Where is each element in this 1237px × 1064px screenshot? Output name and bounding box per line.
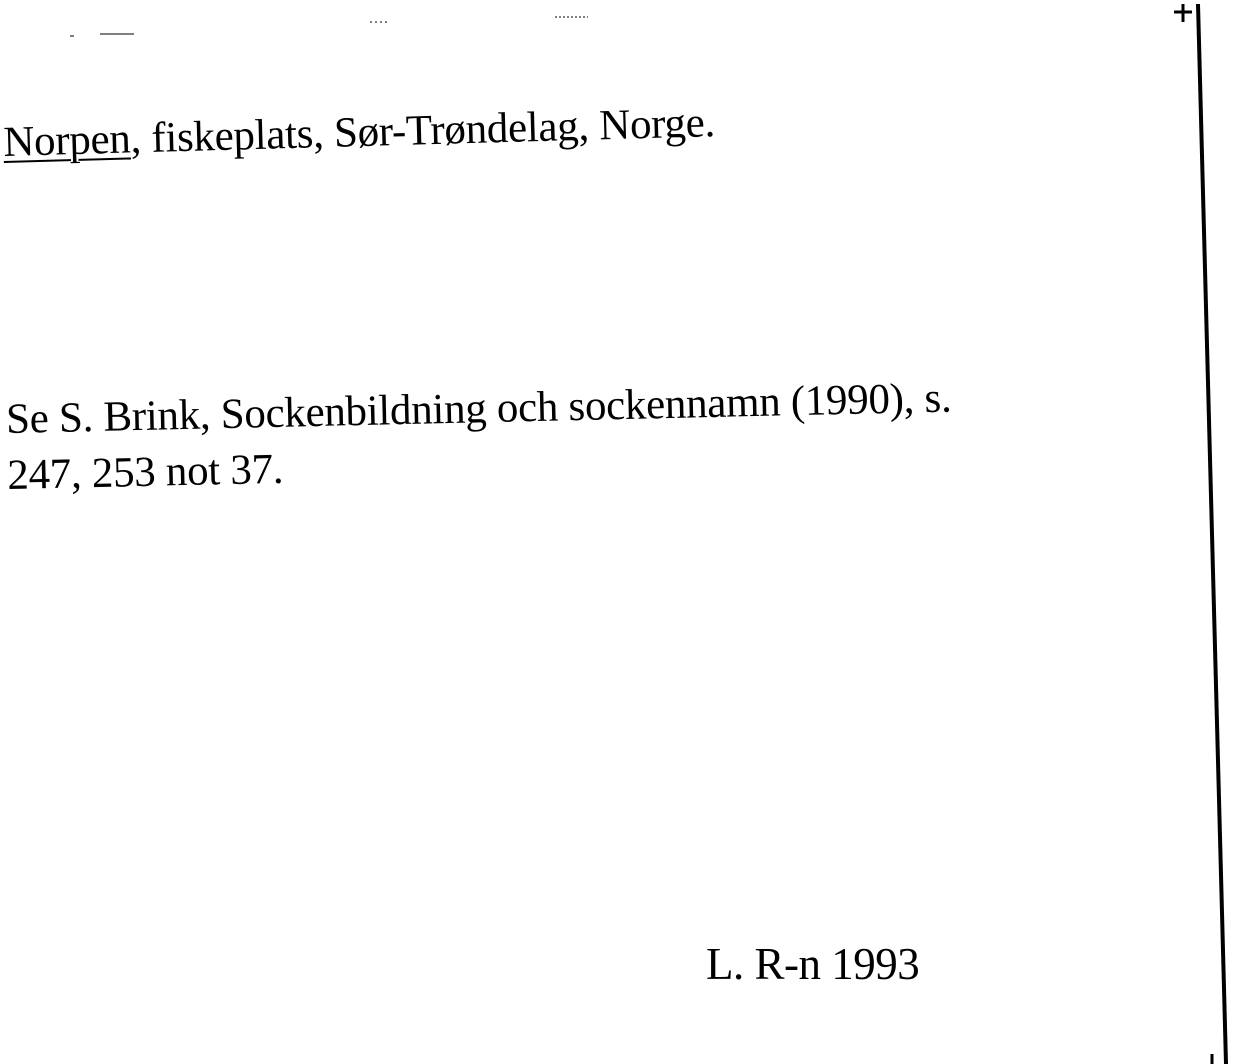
headword: Norpen [2,115,132,167]
signature: L. R-n 1993 [706,939,920,989]
headword-description: , fiskeplats, Sør-Trøndelag, Norge. [129,99,716,163]
card-right-edge-line [1198,4,1226,1064]
reference-line-2: 247, 253 not 37. [6,445,284,500]
reference-line-1: Se S. Brink, Sockenbildning och sockennamn (1990), s. [5,374,952,444]
